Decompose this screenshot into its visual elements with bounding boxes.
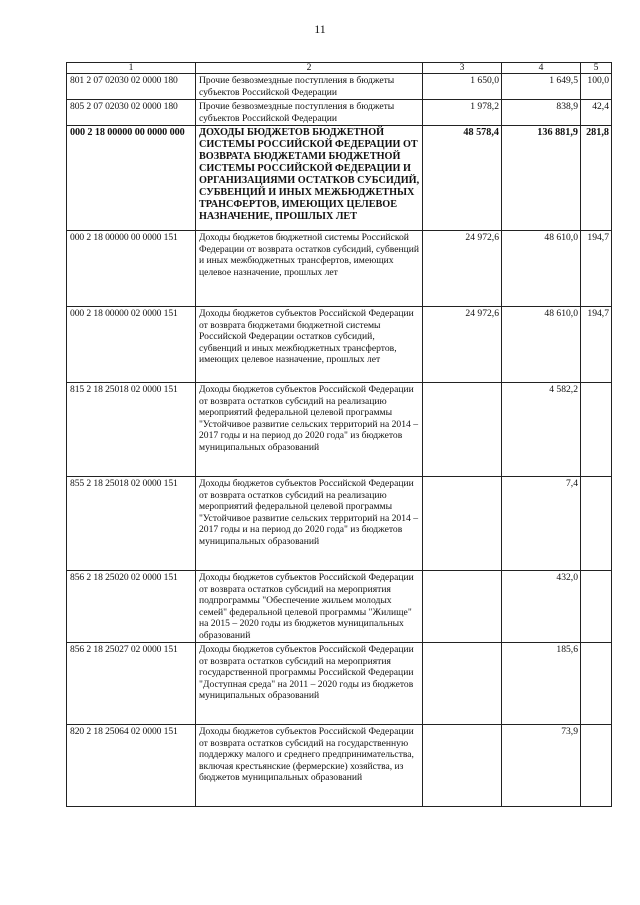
table-row (67, 383, 612, 477)
value-col3-cell (423, 643, 502, 725)
description-cell: Прочие безвозмездные поступления в бюджеты субъектов Российской Федерации (196, 74, 423, 100)
value-col5-cell (581, 725, 612, 807)
table-row (67, 100, 612, 126)
value-col5-cell: 281,8 (581, 126, 612, 231)
description-cell: Доходы бюджетов субъектов Российской Федерации от возврата остатков субсидий на мероприятия подпрограммы "Обеспечение жильем молодых семей" федеральной целевой программы "Жилище" на 2015 – 2020 годы из бюджетов муниципальных образований (196, 571, 423, 643)
description-cell: Доходы бюджетов бюджетной системы Российской Федерации от возврата остатков субсидий, субвенций и иных межбюджетных трансфертов, имеющих целевое назначение, прошлых лет (196, 231, 423, 307)
code-cell: 856 2 18 25027 02 0000 151 (67, 643, 196, 725)
code-cell: 820 2 18 25064 02 0000 151 (67, 725, 196, 807)
value-col4-cell: 73,9 (502, 725, 581, 807)
value-col3-cell (423, 725, 502, 807)
table-row (67, 307, 612, 383)
description-cell: Доходы бюджетов субъектов Российской Федерации от возврата остатков субсидий на реализацию мероприятий федеральной целевой программы "Устойчивое развитие сельских территорий на 2014 – 2017 годы и на период до 2020 года" из бюджетов муниципальных образований (196, 383, 423, 477)
value-col5-cell: 100,0 (581, 74, 612, 100)
description-cell: Доходы бюджетов субъектов Российской Федерации от возврата остатков субсидий на реализацию мероприятий федеральной целевой программы "Устойчивое развитие сельских территорий на 2014 – 2017 годы и на период до 2020 года" из бюджетов муниципальных образований (196, 477, 423, 571)
description-cell: Доходы бюджетов субъектов Российской Федерации от возврата остатков субсидий на государственную поддержку малого и среднего предпринимательства, включая крестьянские (фермерские) хозяйства, из бюджетов муниципальных образований (196, 725, 423, 807)
table-row (67, 571, 612, 643)
value-col4-cell: 1 649,5 (502, 74, 581, 100)
value-col4-cell: 432,0 (502, 571, 581, 643)
value-col5-cell (581, 571, 612, 643)
value-col3-cell: 24 972,6 (423, 307, 502, 383)
table-row (67, 74, 612, 100)
value-col3-cell (423, 571, 502, 643)
value-col3-cell: 1 978,2 (423, 100, 502, 126)
column-header: 2 (196, 63, 423, 74)
value-col4-cell: 4 582,2 (502, 383, 581, 477)
page-number: 11 (314, 22, 326, 36)
column-header: 4 (502, 63, 581, 74)
code-cell: 815 2 18 25018 02 0000 151 (67, 383, 196, 477)
column-header: 3 (423, 63, 502, 74)
value-col4-cell: 7,4 (502, 477, 581, 571)
code-cell: 000 2 18 00000 00 0000 000 (67, 126, 196, 231)
value-col5-cell: 194,7 (581, 231, 612, 307)
table-row (67, 231, 612, 307)
budget-table (66, 62, 612, 807)
value-col3-cell (423, 477, 502, 571)
column-header: 1 (67, 63, 196, 74)
value-col4-cell: 136 881,9 (502, 126, 581, 231)
code-cell: 000 2 18 00000 00 0000 151 (67, 231, 196, 307)
value-col5-cell (581, 643, 612, 725)
code-cell: 855 2 18 25018 02 0000 151 (67, 477, 196, 571)
description-cell: Прочие безвозмездные поступления в бюджеты субъектов Российской Федерации (196, 100, 423, 126)
description-cell: Доходы бюджетов субъектов Российской Федерации от возврата остатков субсидий на мероприятия государственной программы Российской Федерации "Доступная среда" на 2011 – 2020 годы из бюджетов муниципальных образований (196, 643, 423, 725)
code-cell: 801 2 07 02030 02 0000 180 (67, 74, 196, 100)
table-row (67, 477, 612, 571)
code-cell: 000 2 18 00000 02 0000 151 (67, 307, 196, 383)
value-col5-cell (581, 477, 612, 571)
code-cell: 856 2 18 25020 02 0000 151 (67, 571, 196, 643)
code-cell: 805 2 07 02030 02 0000 180 (67, 100, 196, 126)
table-row (67, 643, 612, 725)
value-col4-cell: 185,6 (502, 643, 581, 725)
table-row (67, 126, 612, 231)
value-col5-cell: 42,4 (581, 100, 612, 126)
value-col3-cell (423, 383, 502, 477)
value-col5-cell: 194,7 (581, 307, 612, 383)
description-cell: Доходы бюджетов субъектов Российской Федерации от возврата бюджетами бюджетной системы Российской Федерации остатков субсидий, субвенций и иных межбюджетных трансфертов, имеющих целевое назначение, прошлых лет (196, 307, 423, 383)
value-col4-cell: 48 610,0 (502, 231, 581, 307)
value-col3-cell: 48 578,4 (423, 126, 502, 231)
value-col4-cell: 838,9 (502, 100, 581, 126)
table-row (67, 725, 612, 807)
value-col4-cell: 48 610,0 (502, 307, 581, 383)
column-header: 5 (581, 63, 612, 74)
value-col3-cell: 24 972,6 (423, 231, 502, 307)
value-col5-cell (581, 383, 612, 477)
table-header-row (67, 63, 612, 74)
description-cell: ДОХОДЫ БЮДЖЕТОВ БЮДЖЕТНОЙ СИСТЕМЫ РОССИЙСКОЙ ФЕДЕРАЦИИ ОТ ВОЗВРАТА БЮДЖЕТАМИ БЮДЖЕТНОЙ СИСТЕМЫ РОССИЙСКОЙ ФЕДЕРАЦИИ И ОРГАНИЗАЦИЯМИ ОСТАТКОВ СУБСИДИЙ, СУБВЕНЦИЙ И ИНЫХ МЕЖБЮДЖЕТНЫХ ТРАНСФЕРТОВ, ИМЕЮЩИХ ЦЕЛЕВОЕ НАЗНАЧЕНИЕ, ПРОШЛЫХ ЛЕТ (196, 126, 423, 231)
value-col3-cell: 1 650,0 (423, 74, 502, 100)
